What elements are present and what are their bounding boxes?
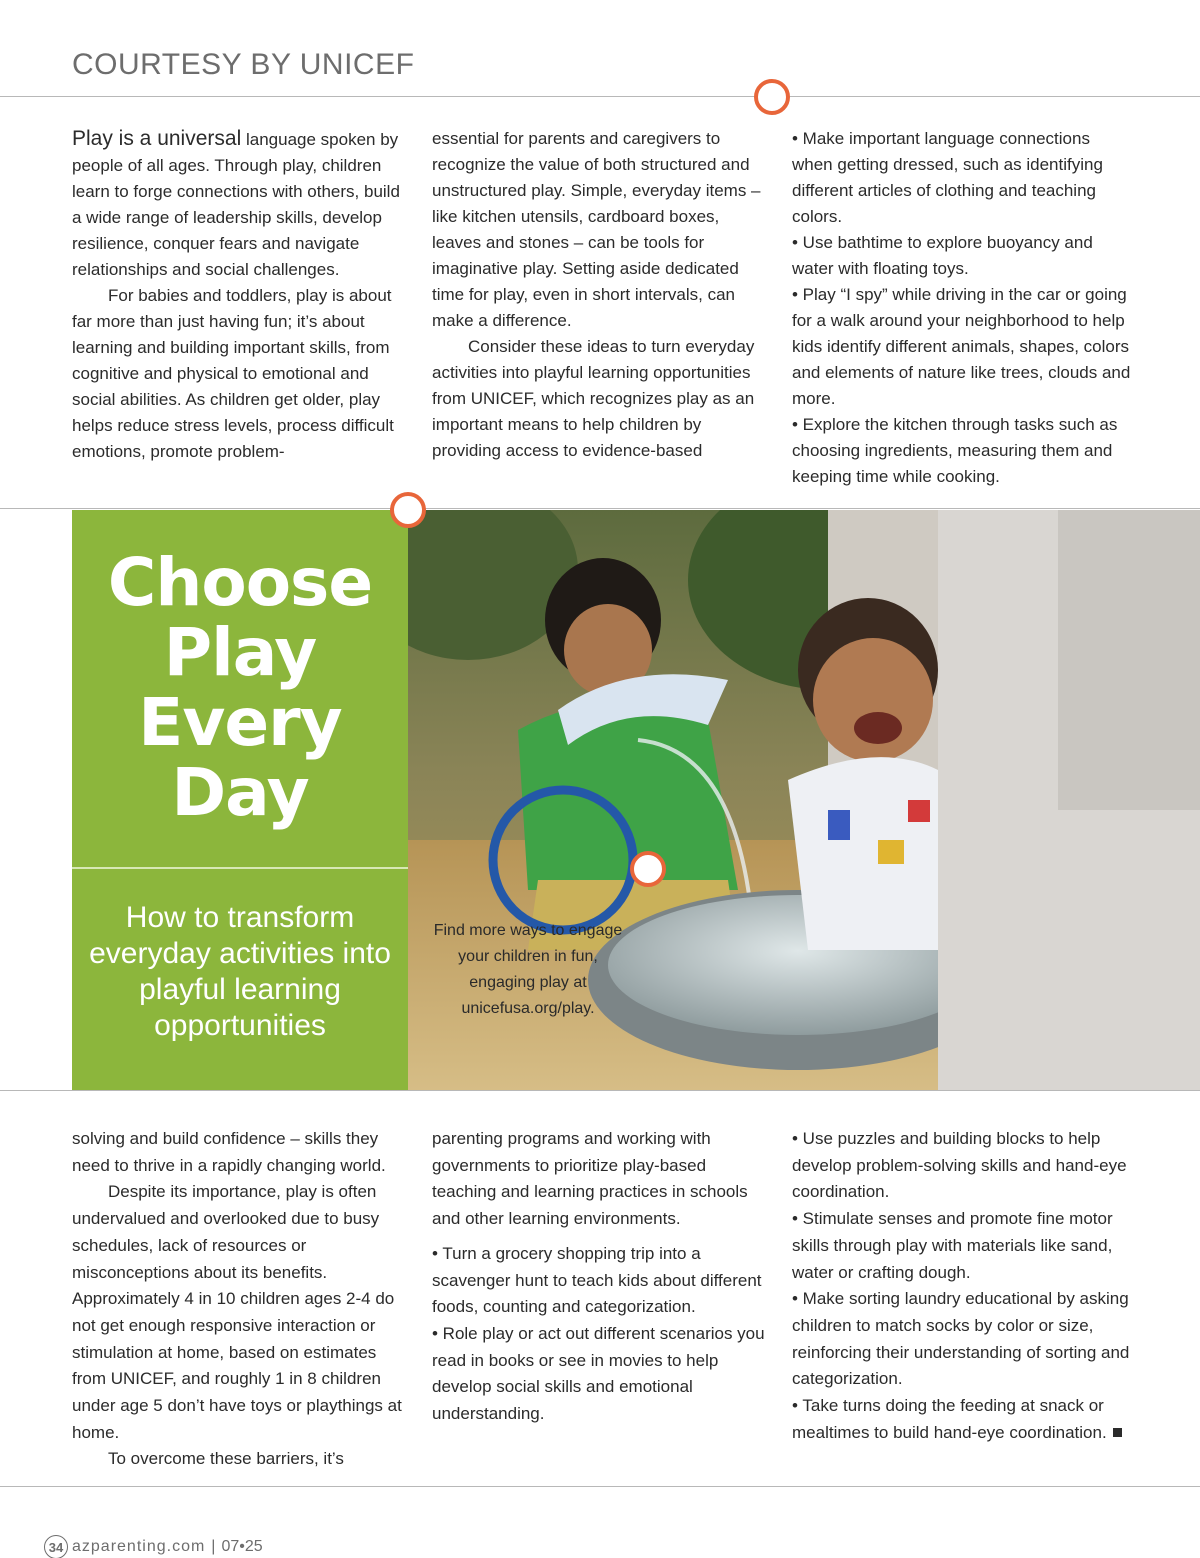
bullet-item: • Play “I spy” while driving in the car or going for a walk around your neighborhood to help kids identify different animals, shapes, colors and elements of nature like trees, clouds and more. — [792, 285, 1131, 408]
page-footer — [44, 1535, 263, 1558]
courtesy-credit: COURTESY BY UNICEF — [72, 48, 415, 81]
feature-bottom-rule — [0, 1090, 1200, 1091]
footer-rule — [0, 1486, 1200, 1487]
paragraph: parenting programs and working with governments to prioritize play-based teaching and learning practices in schools and other learning environments. — [432, 1129, 748, 1229]
intro-paragraph: Play is a universal language spoken by people of all ages. Through play, children learn to forge connections with others, build a wide range of leadership skills, develop resilience, conquer fears and navigate relationships and social challenges. — [72, 127, 400, 279]
paragraph: solving and build confidence – skills they need to thrive in a rapidly changing world. — [72, 1129, 386, 1175]
paragraph: For babies and toddlers, play is about far more than just having fun; it’s about learning and building important skills, from cognitive and physical to emotional and social abilities. As children get older, play helps reduce stress levels, process difficult emotions, promote problem- — [72, 286, 394, 461]
feature-headline: Choose Play Every Day — [107, 544, 373, 831]
bullet-item: • Explore the kitchen through tasks such as choosing ingredients, measuring them and keeping time while cooking. — [792, 415, 1118, 486]
paragraph: essential for parents and caregivers to recognize the value of both structured and unstructured play. Simple, everyday items – like kitchen utensils, cardboard boxes, leaves and stones – can be tools for imaginative play. Setting aside dedicated time for play, even in short intervals, can make a difference. — [432, 129, 761, 330]
bullet-item: • Make important language connections when getting dressed, such as identifying different articles of clothing and teaching colors. — [792, 129, 1103, 226]
bullet-item: • Role play or act out different scenarios you read in books or see in movies to help develop social skills and emotional understanding. — [432, 1323, 765, 1424]
photo-background-wall — [938, 510, 1200, 1090]
bullet-item: • Use bathtime to explore buoyancy and water with floating toys. — [792, 233, 1093, 278]
bottom-column-2 — [432, 1126, 772, 1428]
lead-in: Play is a universal — [72, 127, 242, 150]
top-column-3 — [792, 126, 1132, 490]
bullet-item: • Turn a grocery shopping trip into a scavenger hunt to teach kids about different foods, counting and categorization. — [432, 1243, 762, 1317]
paragraph: Consider these ideas to turn everyday activities into playful learning opportunities from UNICEF, which recognizes play as an important means to help children by providing access to evidence-based — [432, 337, 755, 460]
footer-separator: | — [211, 1538, 216, 1555]
paragraph: Despite its importance, play is often undervalued and overlooked due to busy schedules, lack of resources or misconceptions about its benefits. Approximately 4 in 10 children ages 2-4 do not get enough responsive interaction or stimulation at home, based on estimates from UNICEF, and roughly 1 in 8 children under age 5 don’t have toys or playthings at home. — [72, 1182, 402, 1442]
bottom-column-1 — [72, 1126, 412, 1473]
orange-ring-ornament — [390, 492, 426, 528]
bullet-item: • Take turns doing the feeding at snack or mealtimes to build hand-eye coordination. — [792, 1393, 1132, 1446]
top-column-2 — [432, 126, 772, 464]
bottom-column-3 — [792, 1126, 1132, 1446]
panel-divider — [72, 867, 408, 869]
bullet-item: • Make sorting laundry educational by asking children to match socks by color or size, reinforcing their understanding of sorting and categorization. — [792, 1289, 1130, 1389]
page-number: 34 — [44, 1535, 68, 1558]
paragraph: To overcome these barriers, it’s — [108, 1449, 344, 1469]
callout-text: Find more ways to engage your children in fun, engaging play at unicefusa.org/play. — [433, 922, 623, 1017]
end-mark-icon — [1113, 1428, 1122, 1437]
bullet-item: • Stimulate senses and promote fine motor skills through play with materials like sand, water or crafting dough. — [792, 1209, 1113, 1282]
footer-site: azparenting.com — [72, 1538, 206, 1555]
feature-subhead: How to transform everyday activities into playful learning opportunities — [89, 901, 391, 1042]
orange-ring-ornament — [630, 851, 666, 887]
feature-top-rule — [0, 508, 1200, 509]
orange-ring-ornament — [754, 79, 790, 115]
top-divider — [0, 96, 1200, 97]
bullet-item: • Use puzzles and building blocks to help develop problem-solving skills and hand-eye coordination. — [792, 1129, 1127, 1202]
footer-issue: 07•25 — [221, 1538, 263, 1555]
top-column-1 — [72, 126, 412, 465]
